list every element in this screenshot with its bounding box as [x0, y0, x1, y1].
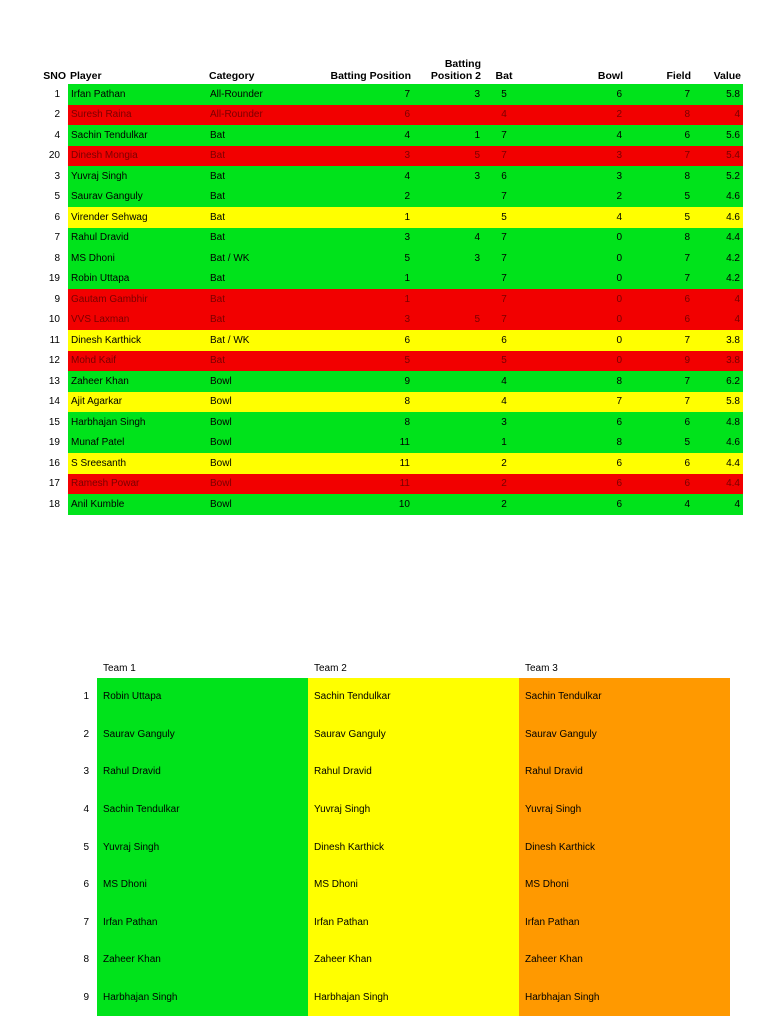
- teams-table-body: [70, 678, 730, 1016]
- table-row: [70, 866, 730, 904]
- cell-team-index: 1: [70, 678, 97, 716]
- cell-batting-position-2: [413, 453, 483, 474]
- table-row: [70, 716, 730, 754]
- cell-player: Mohd Kaif: [68, 351, 207, 372]
- cell-bowl: 0: [525, 248, 625, 269]
- cell-sno: 2: [30, 105, 68, 126]
- table-row: [70, 941, 730, 979]
- cell-team-index: 7: [70, 904, 97, 942]
- cell-batting-position: 6: [308, 105, 413, 126]
- cell-batting-position-2: [413, 269, 483, 290]
- cell-bat: 1: [483, 433, 525, 454]
- cell-field: 7: [625, 248, 693, 269]
- cell-bat: 7: [483, 125, 525, 146]
- cell-batting-position: 11: [308, 453, 413, 474]
- cell-category: Bat: [207, 289, 308, 310]
- cell-batting-position: 4: [308, 166, 413, 187]
- cell-player: Suresh Raina: [68, 105, 207, 126]
- cell-field: 7: [625, 392, 693, 413]
- cell-batting-position-2: [413, 207, 483, 228]
- cell-value: 4.2: [693, 248, 743, 269]
- cell-team-2: Dinesh Karthick: [308, 828, 519, 866]
- cell-field: 7: [625, 269, 693, 290]
- table-row: [70, 904, 730, 942]
- cell-batting-position-2: [413, 392, 483, 413]
- cell-batting-position: 11: [308, 474, 413, 495]
- cell-batting-position-2: [413, 494, 483, 515]
- cell-category: Bat / WK: [207, 330, 308, 351]
- cell-value: 4.4: [693, 474, 743, 495]
- cell-team-3: Saurav Ganguly: [519, 716, 730, 754]
- cell-field: 5: [625, 433, 693, 454]
- cell-team-index: 5: [70, 828, 97, 866]
- cell-value: 4.8: [693, 412, 743, 433]
- cell-team-1: Irfan Pathan: [97, 904, 308, 942]
- cell-team-3: Dinesh Karthick: [519, 828, 730, 866]
- cell-batting-position: 10: [308, 494, 413, 515]
- cell-sno: 11: [30, 330, 68, 351]
- cell-batting-position-2: 1: [413, 125, 483, 146]
- cell-field: 8: [625, 166, 693, 187]
- cell-sno: 4: [30, 125, 68, 146]
- cell-sno: 10: [30, 310, 68, 331]
- cell-value: 5.8: [693, 84, 743, 105]
- cell-value: 4.4: [693, 453, 743, 474]
- cell-category: Bowl: [207, 474, 308, 495]
- cell-value: 5.8: [693, 392, 743, 413]
- cell-bowl: 6: [525, 494, 625, 515]
- cell-category: Bat: [207, 310, 308, 331]
- cell-value: 4.2: [693, 269, 743, 290]
- cell-bat: 6: [483, 330, 525, 351]
- cell-player: Yuvraj Singh: [68, 166, 207, 187]
- cell-batting-position: 1: [308, 289, 413, 310]
- table-row: [30, 433, 743, 454]
- cell-batting-position: 7: [308, 84, 413, 105]
- cell-sno: 5: [30, 187, 68, 208]
- cell-player: Irfan Pathan: [68, 84, 207, 105]
- cell-bat: 7: [483, 248, 525, 269]
- table-row: [30, 371, 743, 392]
- cell-bowl: 3: [525, 166, 625, 187]
- cell-batting-position-2: [413, 330, 483, 351]
- cell-batting-position-2: 3: [413, 248, 483, 269]
- cell-category: Bat / WK: [207, 248, 308, 269]
- cell-field: 7: [625, 146, 693, 167]
- header-batting-position-2: Batting Position 2: [430, 58, 481, 82]
- cell-field: 6: [625, 453, 693, 474]
- cell-category: Bat: [207, 166, 308, 187]
- players-table-header-row: [30, 54, 743, 84]
- header-bowl: Bowl: [597, 70, 623, 82]
- cell-value: 4: [693, 289, 743, 310]
- cell-team-index: 8: [70, 941, 97, 979]
- cell-bat: 7: [483, 187, 525, 208]
- cell-field: 7: [625, 84, 693, 105]
- cell-player: S Sreesanth: [68, 453, 207, 474]
- table-row: [30, 392, 743, 413]
- cell-player: Virender Sehwag: [68, 207, 207, 228]
- cell-sno: 18: [30, 494, 68, 515]
- cell-team-1: Saurav Ganguly: [97, 716, 308, 754]
- cell-value: 5.6: [693, 125, 743, 146]
- cell-team-2: Sachin Tendulkar: [308, 678, 519, 716]
- cell-batting-position: 2: [308, 187, 413, 208]
- cell-sno: 12: [30, 351, 68, 372]
- cell-team-1: Robin Uttapa: [97, 678, 308, 716]
- cell-value: 4: [693, 105, 743, 126]
- header-team-3: Team 3: [525, 662, 558, 674]
- cell-bowl: 8: [525, 433, 625, 454]
- cell-bat: 7: [483, 269, 525, 290]
- cell-bowl: 0: [525, 289, 625, 310]
- cell-field: 7: [625, 371, 693, 392]
- cell-batting-position: 3: [308, 228, 413, 249]
- cell-team-3: Sachin Tendulkar: [519, 678, 730, 716]
- cell-batting-position-2: [413, 474, 483, 495]
- cell-batting-position: 11: [308, 433, 413, 454]
- cell-player: Ramesh Powar: [68, 474, 207, 495]
- cell-player: Gautam Gambhir: [68, 289, 207, 310]
- cell-category: Bowl: [207, 371, 308, 392]
- cell-category: All-Rounder: [207, 105, 308, 126]
- cell-bowl: 8: [525, 371, 625, 392]
- cell-team-1: Sachin Tendulkar: [97, 791, 308, 829]
- cell-team-1: Rahul Dravid: [97, 753, 308, 791]
- cell-value: 4: [693, 310, 743, 331]
- cell-batting-position-2: [413, 105, 483, 126]
- cell-team-2: Yuvraj Singh: [308, 791, 519, 829]
- cell-field: 6: [625, 125, 693, 146]
- cell-bowl: 0: [525, 269, 625, 290]
- cell-player: VVS Laxman: [68, 310, 207, 331]
- cell-bat: 5: [483, 351, 525, 372]
- cell-field: 6: [625, 289, 693, 310]
- cell-bowl: 6: [525, 453, 625, 474]
- cell-sno: 19: [30, 269, 68, 290]
- cell-team-2: Rahul Dravid: [308, 753, 519, 791]
- cell-bowl: 0: [525, 351, 625, 372]
- cell-sno: 20: [30, 146, 68, 167]
- cell-value: 3.8: [693, 330, 743, 351]
- cell-bat: 7: [483, 289, 525, 310]
- header-team-1: Team 1: [103, 662, 136, 674]
- cell-player: Sachin Tendulkar: [68, 125, 207, 146]
- table-row: [70, 791, 730, 829]
- table-row: [30, 351, 743, 372]
- cell-field: 6: [625, 474, 693, 495]
- cell-sno: 14: [30, 392, 68, 413]
- cell-player: Munaf Patel: [68, 433, 207, 454]
- cell-batting-position: 6: [308, 330, 413, 351]
- cell-team-3: Zaheer Khan: [519, 941, 730, 979]
- cell-field: 8: [625, 228, 693, 249]
- cell-category: All-Rounder: [207, 84, 308, 105]
- cell-field: 6: [625, 310, 693, 331]
- cell-team-2: Harbhajan Singh: [308, 979, 519, 1017]
- cell-team-index: 4: [70, 791, 97, 829]
- header-team-index: [70, 658, 97, 678]
- cell-bat: 3: [483, 412, 525, 433]
- table-row: [30, 84, 743, 105]
- players-table: [30, 54, 743, 515]
- cell-team-1: Yuvraj Singh: [97, 828, 308, 866]
- cell-bowl: 2: [525, 105, 625, 126]
- cell-bowl: 6: [525, 474, 625, 495]
- table-row: [70, 753, 730, 791]
- cell-batting-position: 5: [308, 248, 413, 269]
- header-batting-position: Batting Position: [330, 70, 411, 82]
- cell-category: Bat: [207, 187, 308, 208]
- table-row: [70, 979, 730, 1017]
- cell-batting-position-2: 3: [413, 166, 483, 187]
- cell-field: 5: [625, 187, 693, 208]
- cell-batting-position-2: [413, 351, 483, 372]
- cell-player: Saurav Ganguly: [68, 187, 207, 208]
- header-field: Field: [666, 70, 691, 82]
- cell-sno: 7: [30, 228, 68, 249]
- cell-sno: 9: [30, 289, 68, 310]
- cell-category: Bowl: [207, 392, 308, 413]
- players-table-body: [30, 84, 743, 515]
- cell-category: Bowl: [207, 433, 308, 454]
- header-team-2: Team 2: [314, 662, 347, 674]
- table-row: [30, 269, 743, 290]
- cell-team-1: Zaheer Khan: [97, 941, 308, 979]
- table-row: [30, 187, 743, 208]
- cell-bowl: 0: [525, 228, 625, 249]
- cell-sno: 6: [30, 207, 68, 228]
- cell-team-3: Rahul Dravid: [519, 753, 730, 791]
- table-row: [30, 228, 743, 249]
- cell-team-3: MS Dhoni: [519, 866, 730, 904]
- table-row: [30, 453, 743, 474]
- cell-batting-position: 1: [308, 207, 413, 228]
- cell-category: Bat: [207, 146, 308, 167]
- cell-team-2: Irfan Pathan: [308, 904, 519, 942]
- cell-team-2: Saurav Ganguly: [308, 716, 519, 754]
- cell-value: 4.6: [693, 433, 743, 454]
- cell-batting-position-2: 5: [413, 146, 483, 167]
- cell-batting-position: 4: [308, 125, 413, 146]
- cell-bowl: 7: [525, 392, 625, 413]
- cell-category: Bat: [207, 125, 308, 146]
- cell-team-2: MS Dhoni: [308, 866, 519, 904]
- cell-batting-position-2: 3: [413, 84, 483, 105]
- cell-team-3: Harbhajan Singh: [519, 979, 730, 1017]
- cell-player: MS Dhoni: [68, 248, 207, 269]
- table-row: [30, 125, 743, 146]
- cell-bat: 2: [483, 453, 525, 474]
- cell-category: Bat: [207, 269, 308, 290]
- cell-field: 5: [625, 207, 693, 228]
- header-player: Player: [70, 70, 102, 82]
- cell-player: Robin Uttapa: [68, 269, 207, 290]
- teams-table-header-row: [70, 658, 730, 678]
- cell-batting-position: 9: [308, 371, 413, 392]
- cell-category: Bat: [207, 351, 308, 372]
- cell-category: Bowl: [207, 453, 308, 474]
- cell-bat: 6: [483, 166, 525, 187]
- cell-field: 4: [625, 494, 693, 515]
- cell-bat: 4: [483, 371, 525, 392]
- cell-value: 5.4: [693, 146, 743, 167]
- cell-player: Rahul Dravid: [68, 228, 207, 249]
- cell-sno: 3: [30, 166, 68, 187]
- header-sno: SNO: [43, 70, 66, 82]
- table-row: [30, 105, 743, 126]
- cell-team-index: 6: [70, 866, 97, 904]
- header-category: Category: [209, 70, 255, 82]
- cell-value: 4.6: [693, 207, 743, 228]
- cell-player: Ajit Agarkar: [68, 392, 207, 413]
- table-row: [30, 330, 743, 351]
- cell-category: Bowl: [207, 412, 308, 433]
- cell-sno: 15: [30, 412, 68, 433]
- cell-player: Zaheer Khan: [68, 371, 207, 392]
- cell-value: 6.2: [693, 371, 743, 392]
- table-row: [30, 248, 743, 269]
- header-value: Value: [713, 70, 741, 82]
- cell-bowl: 0: [525, 310, 625, 331]
- cell-batting-position-2: [413, 412, 483, 433]
- cell-category: Bat: [207, 207, 308, 228]
- cell-bat: 7: [483, 310, 525, 331]
- cell-bat: 7: [483, 228, 525, 249]
- cell-sno: 16: [30, 453, 68, 474]
- cell-bowl: 4: [525, 125, 625, 146]
- cell-player: Anil Kumble: [68, 494, 207, 515]
- table-row: [30, 289, 743, 310]
- table-row: [30, 474, 743, 495]
- cell-bat: 5: [483, 207, 525, 228]
- cell-value: 3.8: [693, 351, 743, 372]
- cell-team-index: 9: [70, 979, 97, 1017]
- cell-bowl: 3: [525, 146, 625, 167]
- cell-field: 7: [625, 330, 693, 351]
- table-row: [30, 146, 743, 167]
- cell-sno: 17: [30, 474, 68, 495]
- cell-batting-position: 8: [308, 412, 413, 433]
- table-row: [30, 207, 743, 228]
- cell-team-1: Harbhajan Singh: [97, 979, 308, 1017]
- cell-player: Dinesh Karthick: [68, 330, 207, 351]
- cell-team-index: 2: [70, 716, 97, 754]
- cell-batting-position-2: 4: [413, 228, 483, 249]
- cell-batting-position-2: [413, 371, 483, 392]
- table-row: [30, 310, 743, 331]
- cell-bat: 7: [483, 146, 525, 167]
- cell-batting-position: 8: [308, 392, 413, 413]
- cell-batting-position-2: 5: [413, 310, 483, 331]
- cell-batting-position-2: [413, 289, 483, 310]
- cell-sno: 1: [30, 84, 68, 105]
- cell-bowl: 2: [525, 187, 625, 208]
- cell-team-2: Zaheer Khan: [308, 941, 519, 979]
- cell-bowl: 4: [525, 207, 625, 228]
- cell-batting-position-2: [413, 187, 483, 208]
- table-row: [30, 412, 743, 433]
- header-bat: Bat: [495, 70, 513, 82]
- table-row: [30, 166, 743, 187]
- teams-table: [70, 658, 730, 1016]
- cell-category: Bat: [207, 228, 308, 249]
- cell-bat: 5: [483, 84, 525, 105]
- cell-sno: 13: [30, 371, 68, 392]
- cell-team-3: Irfan Pathan: [519, 904, 730, 942]
- cell-bowl: 6: [525, 412, 625, 433]
- cell-player: Harbhajan Singh: [68, 412, 207, 433]
- cell-bat: 4: [483, 105, 525, 126]
- cell-bat: 2: [483, 494, 525, 515]
- cell-value: 4.4: [693, 228, 743, 249]
- table-row: [70, 678, 730, 716]
- table-row: [70, 828, 730, 866]
- cell-bowl: 0: [525, 330, 625, 351]
- cell-player: Dinesh Mongia: [68, 146, 207, 167]
- cell-team-3: Yuvraj Singh: [519, 791, 730, 829]
- cell-batting-position: 5: [308, 351, 413, 372]
- cell-batting-position: 1: [308, 269, 413, 290]
- cell-category: Bowl: [207, 494, 308, 515]
- cell-sno: 19: [30, 433, 68, 454]
- cell-batting-position: 3: [308, 146, 413, 167]
- cell-value: 4.6: [693, 187, 743, 208]
- cell-bat: 2: [483, 474, 525, 495]
- cell-team-1: MS Dhoni: [97, 866, 308, 904]
- cell-sno: 8: [30, 248, 68, 269]
- cell-bowl: 6: [525, 84, 625, 105]
- cell-field: 6: [625, 412, 693, 433]
- cell-value: 5.2: [693, 166, 743, 187]
- cell-field: 8: [625, 105, 693, 126]
- cell-batting-position-2: [413, 433, 483, 454]
- cell-team-index: 3: [70, 753, 97, 791]
- cell-batting-position: 3: [308, 310, 413, 331]
- table-row: [30, 494, 743, 515]
- cell-value: 4: [693, 494, 743, 515]
- cell-bat: 4: [483, 392, 525, 413]
- cell-field: 9: [625, 351, 693, 372]
